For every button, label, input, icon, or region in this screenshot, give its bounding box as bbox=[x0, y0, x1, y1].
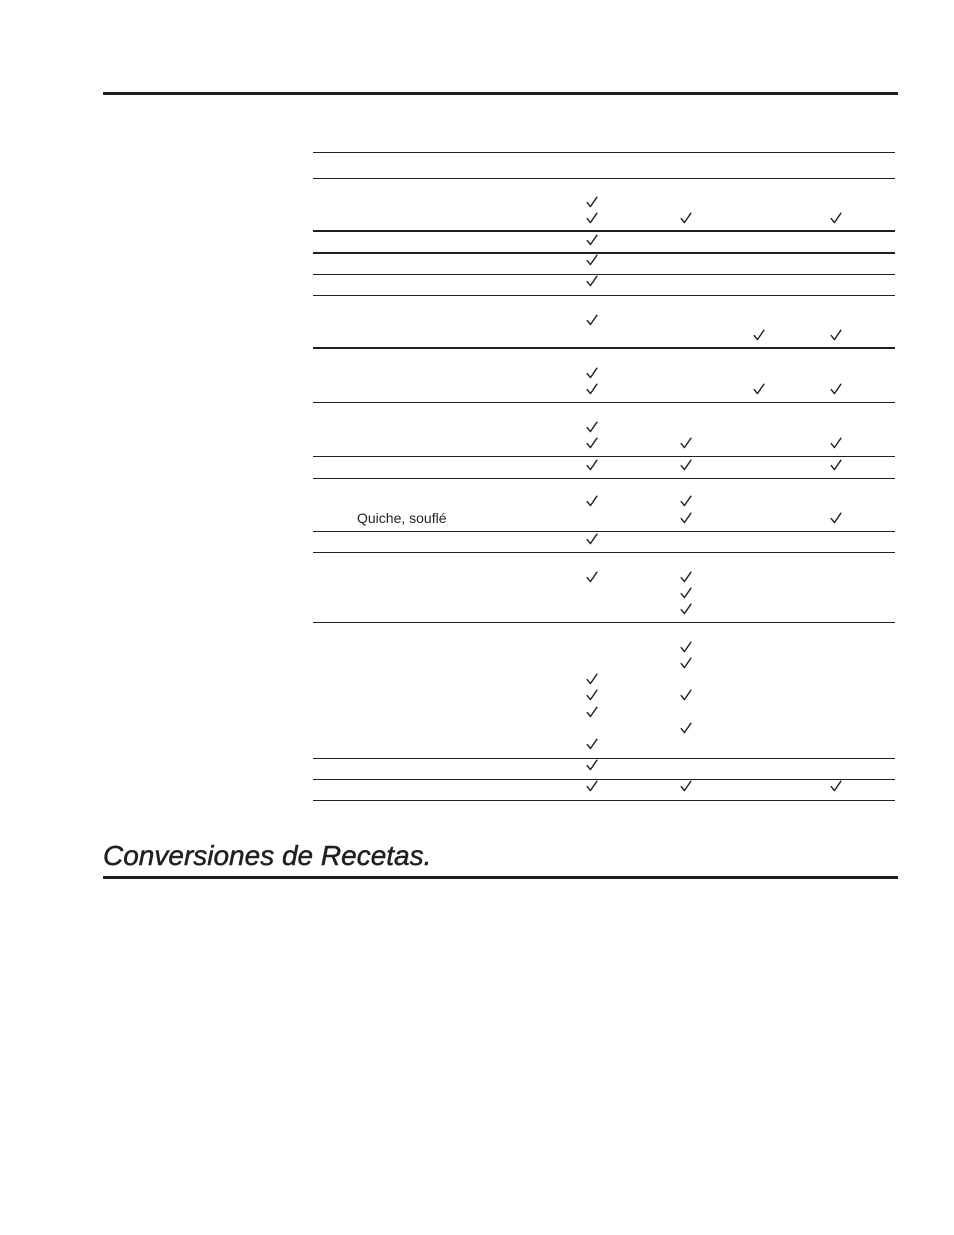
table-row-group bbox=[313, 402, 895, 456]
table-line bbox=[313, 779, 895, 793]
table-line bbox=[313, 705, 895, 719]
table-row-group bbox=[313, 552, 895, 622]
check-icon bbox=[586, 759, 598, 771]
table-line bbox=[313, 313, 895, 327]
check-icon bbox=[586, 212, 598, 224]
check-icon bbox=[680, 212, 692, 224]
check-icon bbox=[680, 495, 692, 507]
check-icon bbox=[586, 738, 598, 750]
table-line bbox=[313, 656, 895, 670]
table-row-group bbox=[313, 758, 895, 779]
check-icon bbox=[586, 673, 598, 685]
check-icon bbox=[830, 512, 842, 524]
check-icon bbox=[753, 383, 765, 395]
check-icon bbox=[680, 459, 692, 471]
table-line bbox=[313, 640, 895, 654]
table-line bbox=[313, 436, 895, 450]
check-icon bbox=[830, 212, 842, 224]
check-icon bbox=[586, 314, 598, 326]
table-row-group bbox=[313, 295, 895, 348]
check-icon bbox=[586, 571, 598, 583]
table-line bbox=[313, 688, 895, 702]
table-line bbox=[313, 586, 895, 600]
table-line bbox=[313, 602, 895, 616]
table-row-group bbox=[313, 178, 895, 231]
check-icon bbox=[680, 571, 692, 583]
table-line bbox=[313, 382, 895, 396]
table-row-rule bbox=[313, 800, 895, 801]
check-icon bbox=[680, 689, 692, 701]
check-icon bbox=[586, 254, 598, 266]
table-line bbox=[313, 211, 895, 225]
check-icon bbox=[586, 689, 598, 701]
check-icon bbox=[586, 533, 598, 545]
check-icon bbox=[680, 657, 692, 669]
check-icon bbox=[680, 437, 692, 449]
table-header-rule bbox=[313, 152, 895, 153]
table-line bbox=[313, 494, 895, 508]
table-line bbox=[313, 420, 895, 434]
check-icon bbox=[830, 459, 842, 471]
check-icon bbox=[586, 421, 598, 433]
check-icon bbox=[753, 329, 765, 341]
table-line bbox=[313, 721, 895, 735]
table-row-group bbox=[313, 456, 895, 478]
table-line bbox=[313, 532, 895, 546]
check-icon bbox=[680, 587, 692, 599]
check-icon bbox=[586, 780, 598, 792]
table-row-group bbox=[313, 478, 895, 531]
table-line bbox=[313, 737, 895, 751]
check-icon bbox=[586, 437, 598, 449]
table-line bbox=[313, 253, 895, 267]
table-row-group bbox=[313, 274, 895, 295]
check-icon bbox=[830, 437, 842, 449]
table-line bbox=[313, 233, 895, 247]
table-row-group bbox=[313, 253, 895, 274]
heading-rule bbox=[103, 876, 898, 879]
table-line bbox=[313, 366, 895, 380]
check-icon bbox=[586, 275, 598, 287]
check-icon bbox=[680, 641, 692, 653]
check-icon bbox=[586, 234, 598, 246]
check-icon bbox=[586, 706, 598, 718]
check-icon bbox=[586, 459, 598, 471]
check-icon bbox=[586, 383, 598, 395]
check-icon bbox=[586, 196, 598, 208]
table-line bbox=[313, 195, 895, 209]
table-row-group bbox=[313, 348, 895, 402]
check-icon bbox=[830, 780, 842, 792]
table-line bbox=[313, 672, 895, 686]
check-icon bbox=[830, 383, 842, 395]
check-icon bbox=[586, 495, 598, 507]
check-icon bbox=[680, 512, 692, 524]
table-line bbox=[313, 458, 895, 472]
table-row-group bbox=[313, 779, 895, 800]
table-row-group bbox=[313, 231, 895, 253]
check-icon bbox=[680, 722, 692, 734]
table-line bbox=[313, 274, 895, 288]
table-row-group bbox=[313, 531, 895, 552]
check-icon bbox=[680, 603, 692, 615]
section-heading: Conversiones de Recetas. bbox=[103, 840, 432, 871]
check-icon bbox=[680, 780, 692, 792]
table-line bbox=[313, 570, 895, 584]
table-line bbox=[313, 328, 895, 342]
check-icon bbox=[830, 329, 842, 341]
table-line bbox=[313, 758, 895, 772]
table-row-group bbox=[313, 622, 895, 758]
check-icon bbox=[586, 367, 598, 379]
table-line bbox=[313, 511, 895, 525]
row-label: Quiche, souflé bbox=[357, 510, 447, 526]
